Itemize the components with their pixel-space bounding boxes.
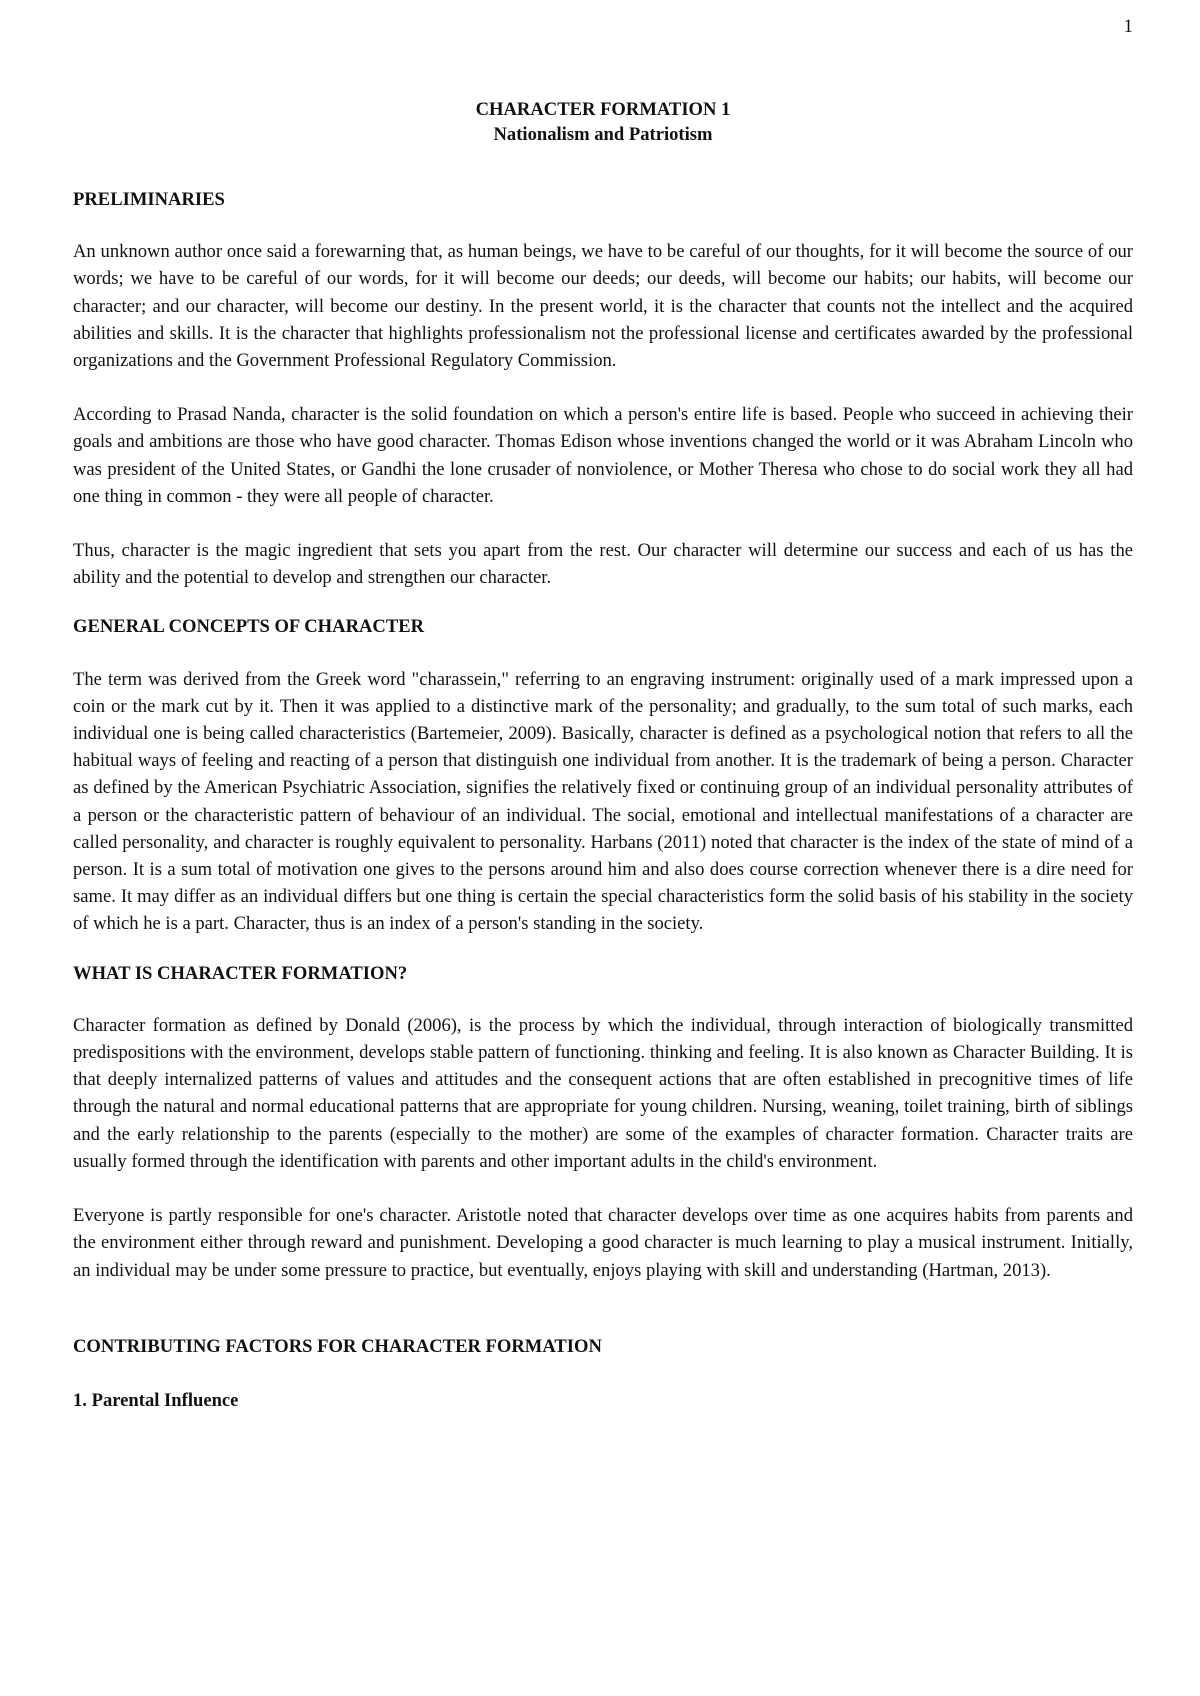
section-heading-preliminaries: PRELIMINARIES bbox=[73, 189, 225, 210]
paragraph: The term was derived from the Greek word "charassein," referring to an engraving instrument: originally used of a mark impressed upon a coin or the mark cut by it. Then it was applied to a distinctive mark of the personality; and gradually, to the sum total of such marks, each individual one is being called characteristics (Bartemeier, 2009). Basically, character is defined as a psychological notion that refers to all the habitual ways of feeling and reacting of a person that distinguish one individual from another. It is the trademark of being a person. Character as defined by the American Psychiatric Association, signifies the relatively fixed or continuing group of an individual personality attributes of a person or the characteristic pattern of behaviour of an individual. The social, emotional and intellectual manifestations of a character are called personality, and character is roughly equivalent to personality. Harbans (2011) noted that character is the index of the state of mind of a person. It is a sum total of motivation one gives to the persons around him and also does course correction whenever there is a dire need for same. It may differ as an individual differs but one thing is certain the special characteristics form the solid basis of his stability in the society of which he is a part. Character, thus is an index of a person's standing in the society. bbox=[73, 668, 1133, 935]
document-title: CHARACTER FORMATION 1 bbox=[475, 99, 731, 120]
document-subtitle: Nationalism and Patriotism bbox=[493, 124, 713, 145]
title-block bbox=[73, 97, 1133, 147]
section-heading-contributing-factors: CONTRIBUTING FACTORS FOR CHARACTER FORMATION bbox=[73, 1335, 602, 1357]
section-heading-what-is-character-formation: WHAT IS CHARACTER FORMATION? bbox=[73, 962, 408, 984]
page-number: 1 bbox=[1123, 16, 1133, 37]
paragraph: Everyone is partly responsible for one's character. Aristotle noted that character develops over time as one acquires habits from parents and the environment either through reward and punishment. Developing a good character is much learning to play a musical instrument. Initially, an individual may be under some pressure to practice, but eventually, enjoys playing with skill and understanding (Hartman, 2013). bbox=[73, 1205, 1133, 1281]
paragraph: Thus, character is the magic ingredient that sets you apart from the rest. Our character will determine our success and each of us has the ability and the potential to develop and strengthen our character. bbox=[73, 540, 1133, 589]
paragraph: Character formation as defined by Donald (2006), is the process by which the individual, through interaction of biologically transmitted predispositions with the environment, develops stable pattern of functioning. thinking and feeling. It is also known as Character Building. It is that deeply internalized patterns of values and attitudes and the consequent actions that are often established in precognitive times of life through the natural and normal educational patterns that are appropriate for young children. Nursing, weaning, toilet training, birth of siblings and the early relationship to the parents (especially to the mother) are some of the examples of character formation. Character traits are usually formed through the identification with parents and other important adults in the child's environment. bbox=[73, 1014, 1133, 1172]
paragraph: An unknown author once said a forewarning that, as human beings, we have to be careful of our thoughts, for it will become the source of our words; we have to be careful of our words, for it will become our deeds; our deeds, will become our habits; our habits, will become our character; and our character, will become our destiny. In the present world, it is the character that counts not the intellect and the acquired abilities and skills. It is the character that highlights professionalism not the professional license and certificates awarded by the professional organizations and the Government Professional Regulatory Commission. bbox=[73, 241, 1133, 372]
document-body bbox=[73, 97, 1133, 1414]
subheading-parental-influence: 1. Parental Influence bbox=[73, 1389, 239, 1411]
paragraph: According to Prasad Nanda, character is the solid foundation on which a person's entire life is based. People who succeed in achieving their goals and ambitions are those who have good character. Thomas Edison whose inventions changed the world or it was Abraham Lincoln who was president of the United States, or Gandhi the lone crusader of nonviolence, or Mother Theresa who chose to do social work they all had one thing in common - they were all people of character. bbox=[73, 404, 1133, 507]
section-heading-general-concepts: GENERAL CONCEPTS OF CHARACTER bbox=[73, 616, 425, 638]
